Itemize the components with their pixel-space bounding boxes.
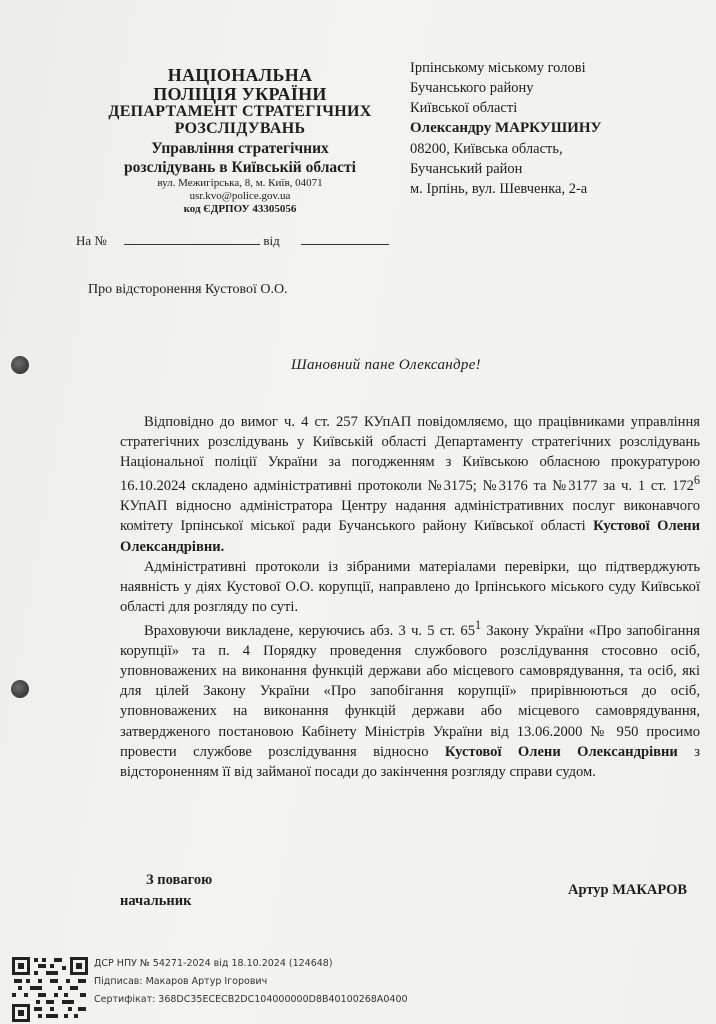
letter-subject: Про відсторонення Кустової О.О. [88, 282, 288, 297]
body-text: Враховуючи викладене, керуючись абз. 3 ч. 5 ст. 65 [144, 622, 476, 639]
recipient-line: 08200, Київська область, [410, 140, 563, 157]
recipient-line: м. Ірпінь, вул. Шевченка, 2-а [410, 180, 588, 197]
sender-email: usr.kvo@police.gov.ua [189, 190, 291, 203]
sender-address: вул. Межигірська, 8, м. Київ, 04071 [157, 176, 323, 189]
signer-name: Артур МАКАРОВ [568, 882, 688, 898]
recipient-block [410, 58, 710, 199]
body-paragraph [120, 412, 700, 557]
body-paragraph [120, 617, 700, 782]
recipient-line: Бучанського району [410, 80, 534, 96]
body-text: Відповідно до вимог ч. 4 ст. 257 КУпАП повідомляємо, що працівниками управління стратегічних розслідувань у Київській області Департаменту стратегічних розслідувань Національної поліції України за погодженням з Київською обласною прокуратурою 16.10.2024 складено адміністративні протоколи №3175; №3176 та №3177 за ч. 1 ст. 172 [120, 414, 700, 495]
superscript: 1 [475, 618, 482, 633]
person-name: Кустової Олени Олександрівни [444, 743, 678, 760]
sender-org-line: ПОЛІЦІЯ УКРАЇНИ [153, 83, 327, 104]
letter-greeting [0, 357, 716, 374]
sender-dept-line: ДЕПАРТАМЕНТ СТРАТЕГІЧНИХ [108, 102, 372, 120]
reference-date-blank [301, 232, 389, 245]
recipient-line: Бучанський район [410, 160, 523, 177]
recipient-line: Київської області [410, 100, 518, 116]
body-text: КУпАП відносно адміністратора Центру надання адміністративних послуг виконавчого комітету Ірпінської міської ради Бучанського району Київської області [120, 498, 700, 535]
person-name: Кустової Олени Олександрівни. [120, 518, 700, 555]
esign-document: ДСР НПУ № 54271-2024 від 18.10.2024 (124648) [94, 958, 333, 969]
reference-line [76, 232, 389, 249]
electronic-signature-info [94, 955, 408, 1009]
sender-dept-line: РОЗСЛІДУВАНЬ [174, 119, 306, 137]
body-text: з відстороненням її від займаної посади до закінчення розгляду справи судом. [120, 743, 700, 780]
sender-block [90, 66, 390, 216]
sender-org-line: НАЦІОНАЛЬНА [167, 65, 313, 85]
reference-number-label: На № [76, 233, 107, 248]
greeting-text: Шановний пане Олександре! [291, 357, 481, 373]
reference-date-label: від [263, 233, 280, 248]
esign-signer: Підписав: Макаров Артур Ігорович [94, 976, 268, 988]
signature-block [120, 870, 212, 912]
letter-body [120, 412, 700, 782]
body-paragraph: Адміністративні протоколи із зібраними матеріалами перевірки, що підтверджують наявність у діях Кустової О.О. корупції, направлено до Ірпінського міського суду Київської області для розгляду по суті. [120, 558, 700, 615]
reference-number-blank [124, 232, 260, 245]
sender-unit-line: Управління стратегічних [151, 140, 329, 158]
esign-certificate: Сертифікат: 368DC35ECECB2DC104000000D8B40100268A0400 [94, 994, 408, 1006]
recipient-line: Ірпінському міському голові [410, 60, 586, 76]
signer-position: начальник [120, 893, 192, 910]
sender-unit-line: розслідувань в Київській області [124, 158, 356, 176]
qr-code-icon [10, 955, 90, 1024]
sender-edrpou: код ЄДРПОУ 43305056 [183, 203, 297, 215]
superscript: 6 [693, 473, 700, 488]
closing-regards: З повагою [146, 872, 213, 888]
recipient-name: Олександру МАРКУШИНУ [410, 120, 602, 136]
body-text: Закону України «Про запобігання корупції» та п. 4 Порядку проведення службового розслідування стосовно осіб, уповноважених на виконання функцій держави або місцевого самоврядування, та осіб, які для цілей Закону України «Про запобігання корупції» прирівнюються до осіб, уповноважених на виконання функцій держави або місцевого самоврядування, затвердженого постановою Кабінету Міністрів України від 13.06.2000 № 950 просимо провести службове розслідування відносно [120, 622, 700, 760]
punch-hole [11, 680, 29, 698]
